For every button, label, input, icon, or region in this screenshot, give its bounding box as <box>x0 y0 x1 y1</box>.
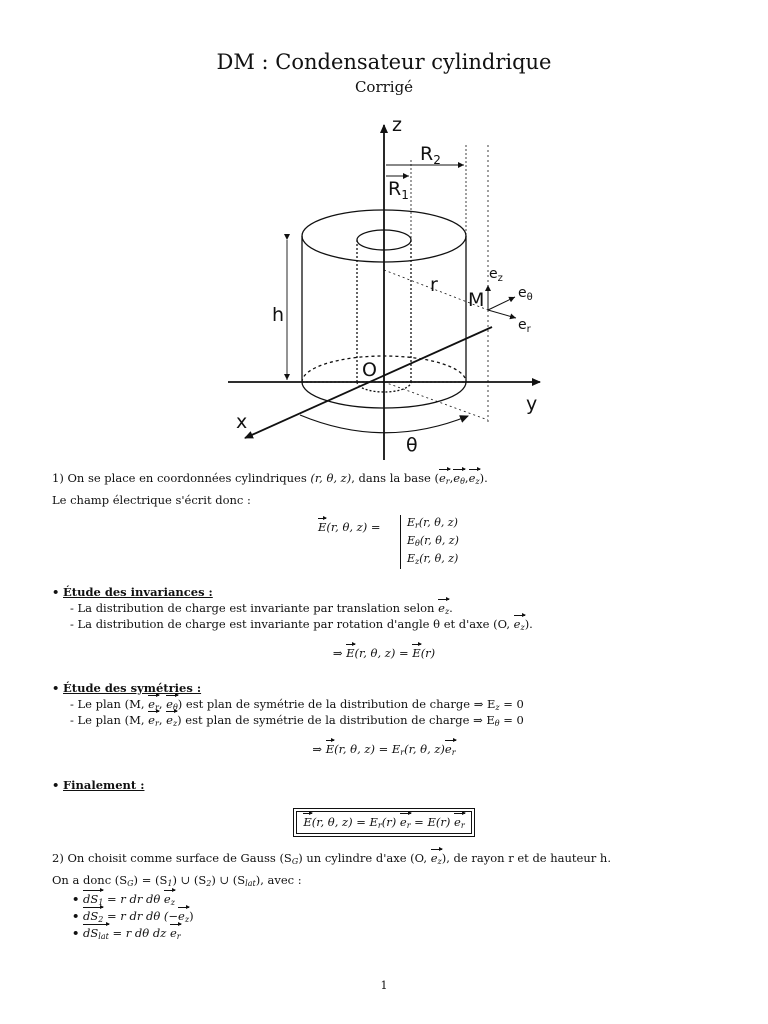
page-subtitle: Corrigé <box>354 78 414 96</box>
list-item: • $dS_{lat} = r$ dθ dz $e_r$ <box>72 926 181 941</box>
r2-label: $R_2$ <box>420 143 441 167</box>
er-label: $e_r$ <box>518 317 531 335</box>
page-title: DM : Condensateur cylindrique <box>216 50 552 74</box>
invariance-rotation: - La distribution de charge est invariante par rotation d'angle θ et d'axe (O, $e_z$). <box>70 617 533 632</box>
field-equation: E(r, θ, z) = <box>318 520 381 534</box>
z-axis-label: z <box>392 114 402 136</box>
q1-intro: 1) On se place en coordonnées cylindriques (r, θ, z), dans la base $(e_r,e_\theta,e_z)$. <box>52 471 488 486</box>
r1-label: $R_1$ <box>388 178 409 202</box>
x-axis-label: x <box>236 411 248 433</box>
symmetry-result: ⇒ E(r, θ, $z) = E_r(r$, θ, $z)e_r$ <box>312 742 456 757</box>
invariance-result: ⇒ E(r, θ, z) = E(r) <box>332 646 436 660</box>
origin-label: O <box>362 359 377 381</box>
q2-surface-decomposition: On a donc $(S_G) = (S_1)$ ∪ $(S_2)$ ∪ $(S_{lat})$, avec : <box>52 873 302 888</box>
q2-intro: 2) On choisit comme surface de Gauss $(S_G)$ un cylindre d'axe (O, $e_z$), de rayon r et de hauteur h. <box>52 851 611 866</box>
page-number: 1 <box>380 979 388 992</box>
cylinder-figure <box>0 110 768 465</box>
y-axis-label: y <box>526 393 538 415</box>
symmetries-heading: • Étude des symétries : <box>52 681 202 695</box>
symmetry-plane-2: - Le plan (M, $e_r$, $e_z$) est plan de symétrie de la distribution de charge ⇒ $E_\theta = 0$ <box>70 713 524 728</box>
field-components: $E_r(r$, θ, z) $E_\theta(r$, θ, z) $E_z(r$, θ, z) <box>400 515 477 569</box>
h-label: h <box>272 304 285 326</box>
r-label: r <box>430 274 438 296</box>
invariances-heading: • Étude des invariances : <box>52 585 213 599</box>
final-result: E(r, θ, $z) = E_r(r) e_r = E(r)$ $e_r$ <box>0 808 768 837</box>
symmetry-plane-1: - Le plan (M, $e_r$, $e_\theta$) est plan de symétrie de la distribution de charge ⇒ $E_z = 0$ <box>70 697 524 712</box>
m-point-label: M <box>468 289 485 311</box>
ez-label: $e_z$ <box>489 266 503 284</box>
list-item: • $dS_1 = r$ dr dθ $e_z$ <box>72 892 175 907</box>
list-item: • $dS_2 = r$ dr dθ $(-e_z)$ <box>72 909 194 924</box>
q1-champ-text: Le champ électrique s'écrit donc : <box>52 493 251 507</box>
finally-heading: • Finalement : <box>52 778 145 792</box>
etheta-label: $e_\theta$ <box>518 285 533 303</box>
invariance-translation: - La distribution de charge est invariante par translation selon $e_z$. <box>70 601 453 616</box>
theta-label: θ <box>406 434 418 456</box>
